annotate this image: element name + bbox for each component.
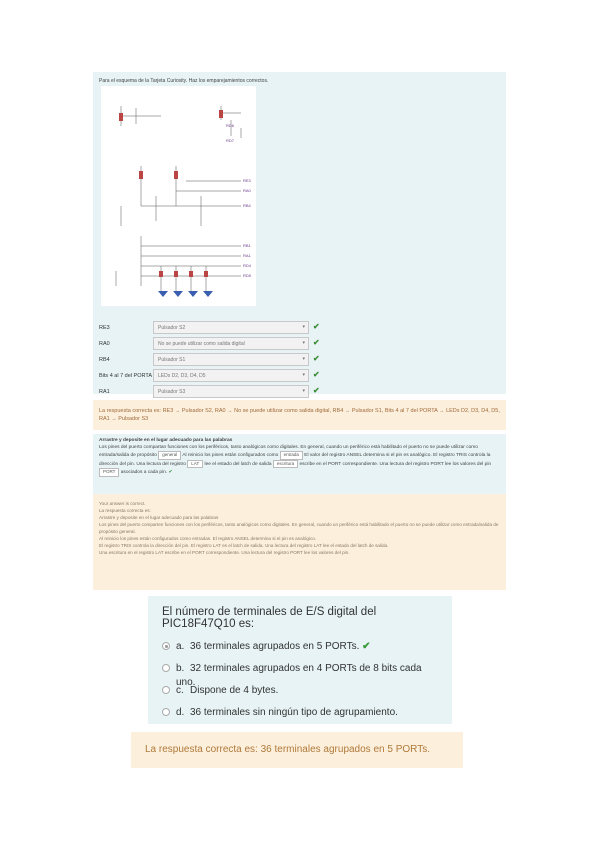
- match-label: RA0: [99, 341, 110, 347]
- match-label: RE3: [99, 325, 110, 331]
- question-text: Los pines del puerto compartan funciones con los periféricos, tanto analógicos como digitales. En general, cuando un periférico está habilitado el puerto no se puede utilizar como entrada/salida de propósito general Al reinicio los pines están configurados como entrada El valor del registro ANSEL determina si el pin es analógico. El registro TRIS controla la dirección del pin. Una lectura del registro LAT lee el estado del latch de salida escritura escribe en el PORT correspondiente. Una lectura del registro PORT lee los valores del pin PORT asociados a cada pin. ✔: [99, 444, 492, 475]
- drop-box[interactable]: LAT: [187, 460, 203, 469]
- feedback-line: La respuesta correcta es:: [99, 508, 151, 513]
- schematic-label: RD7: [226, 138, 235, 143]
- match-select[interactable]: Pulsador S1 ▾: [153, 353, 309, 366]
- match-row: [99, 384, 323, 400]
- match-row: [99, 336, 323, 352]
- answer-option-a[interactable]: a. 36 terminales agrupados en 5 PORTs. ✔: [162, 640, 438, 662]
- schematic-label: RB4: [243, 203, 251, 208]
- match-select[interactable]: Pulsador S3 ▾: [153, 385, 309, 398]
- question-matching-panel: [93, 72, 506, 394]
- matching-table: [99, 320, 323, 400]
- answer-option-c[interactable]: c. Dispone de 4 bytes.: [162, 684, 438, 706]
- radio-button[interactable]: [162, 664, 170, 672]
- feedback-line: El registro TRIS controla la dirección del pin. El registro LAT es el latch de salida. Una lectura del registro LAT lee el estado del latch de salida.: [99, 543, 389, 548]
- question-text: El número de terminales de E/S digital del PIC18F47Q10 es:: [162, 606, 377, 630]
- match-select[interactable]: No se puede utilizar como salida digital ▾: [153, 337, 309, 350]
- check-icon: ✔: [313, 370, 320, 379]
- chevron-down-icon: ▾: [302, 372, 305, 378]
- feedback-line: Los pines del puerto comparten funciones con los periféricos, tanto analógicos como digitales. En general, cuando un periférico está habilitado el puerto no se puede utilizar como entrada/salida de propósito general.: [99, 522, 499, 534]
- check-icon: ✔: [168, 470, 173, 475]
- feedback-panel: [93, 494, 506, 590]
- chevron-down-icon: ▾: [302, 388, 305, 394]
- schematic-label: RD5: [243, 273, 252, 278]
- answer-option-d[interactable]: d. 36 terminales sin ningún tipo de agrupamiento.: [162, 706, 438, 728]
- match-select[interactable]: Pulsador S2 ▾: [153, 321, 309, 334]
- question-prompt: Para el esquema de la Tarjeta Curiosity. Haz los emparejamientos correctos.: [99, 78, 269, 84]
- feedback-line: Arrastre y deposite en el lugar adecuado para las palabras: [99, 515, 219, 520]
- answer-option-b[interactable]: b. 32 terminales agrupados en 4 PORTs de 8 bits cada uno.: [162, 662, 438, 684]
- match-row: [99, 320, 323, 336]
- match-row: [99, 368, 323, 384]
- question-title: Arrastre y deposite en el lugar adecuado para las palabras: [99, 438, 233, 443]
- check-icon: ✔: [313, 354, 320, 363]
- radio-button[interactable]: [162, 642, 170, 650]
- drop-box[interactable]: PORT: [99, 468, 119, 477]
- schematic-label: RE3: [243, 178, 251, 183]
- match-label: RA1: [99, 389, 110, 395]
- feedback-line: Al reinicio los pines están configurados como entradas. El registro ANSEL determina si el pin es analógico.: [99, 536, 317, 541]
- drop-box[interactable]: entrada: [280, 451, 303, 460]
- feedback-line: Your answer is correct.: [99, 501, 146, 506]
- check-icon: ✔: [362, 641, 371, 652]
- question-multichoice-panel: [148, 596, 452, 724]
- chevron-down-icon: ▾: [302, 340, 305, 346]
- match-label: RB4: [99, 357, 110, 363]
- schematic-image: [101, 86, 256, 306]
- drop-box[interactable]: general: [158, 451, 181, 460]
- chevron-down-icon: ▾: [302, 324, 305, 330]
- radio-button[interactable]: [162, 686, 170, 694]
- schematic-label: RD6: [226, 123, 235, 128]
- schematic-label: RA0: [243, 188, 251, 193]
- schematic-label: RD4: [243, 263, 252, 268]
- match-select[interactable]: LEDs D2, D3, D4, D5 ▾: [153, 369, 309, 382]
- schematic-label: RB1: [243, 243, 251, 248]
- feedback-correct-answer: La respuesta correcta es: RE3 → Pulsador S2, RA0 → No se puede utilizar como salida digital, RB4 → Pulsador S1, Bits 4 al 7 del PORTA → LEDs D2, D3, D4, D5, RA1 → Pulsador S3: [93, 400, 506, 430]
- drop-box[interactable]: escritura: [273, 460, 298, 469]
- schematic-label: RA1: [243, 253, 251, 258]
- feedback-line: Una escritura en el registro LAT escribe en el PORT correspondiente. Una lectura del registro PORT lee los valores del pin.: [99, 550, 350, 555]
- feedback-correct-answer: La respuesta correcta es: 36 terminales agrupados en 5 PORTs.: [131, 732, 463, 768]
- check-icon: ✔: [313, 322, 320, 331]
- match-label: Bits 4 al 7 del PORTA: [99, 373, 152, 379]
- chevron-down-icon: ▾: [302, 356, 305, 362]
- question-dragdrop-panel: [93, 434, 506, 494]
- check-icon: ✔: [313, 338, 320, 347]
- check-icon: ✔: [313, 386, 320, 395]
- match-row: [99, 352, 323, 368]
- radio-button[interactable]: [162, 708, 170, 716]
